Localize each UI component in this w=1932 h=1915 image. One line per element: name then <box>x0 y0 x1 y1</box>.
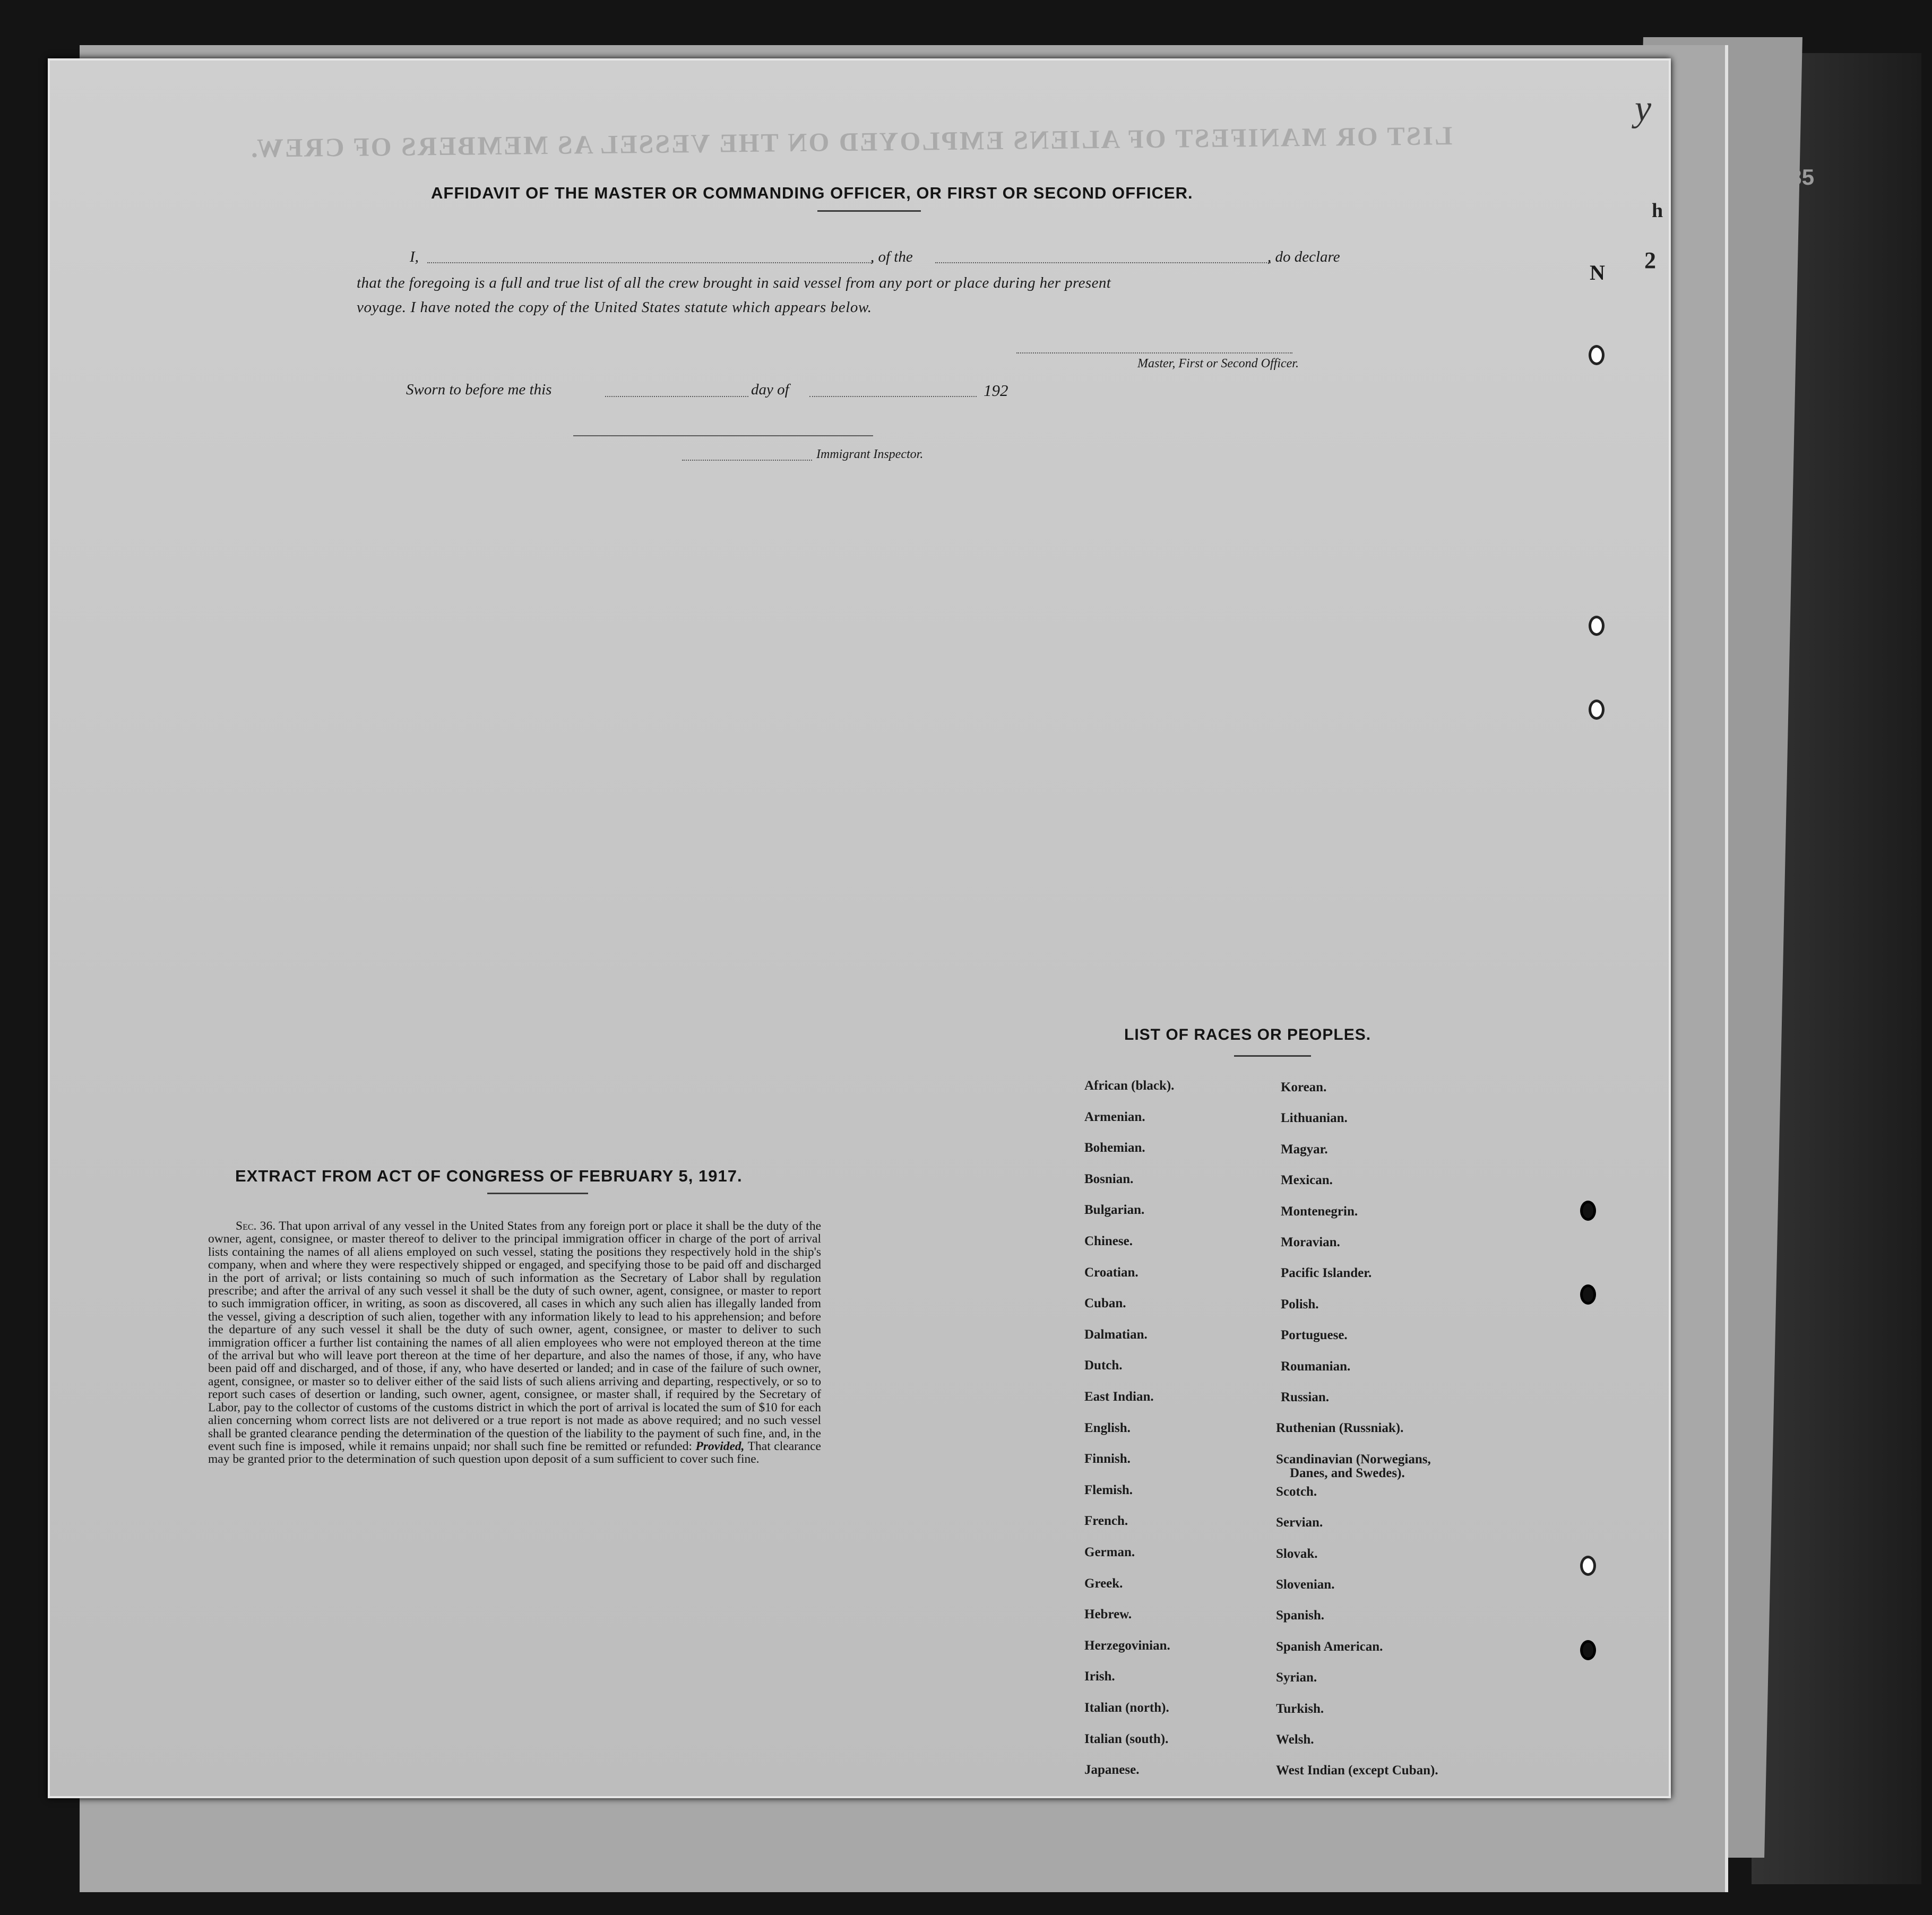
race-item: Bohemian. <box>1084 1141 1145 1155</box>
race-item: German. <box>1084 1545 1135 1559</box>
master-signature-field[interactable] <box>1016 352 1292 353</box>
affidavit-i: I, <box>410 248 419 265</box>
extract-body-end: That clearance may be granted prior to the determination of such question upon deposit of a sum sufficient to cover such fine. <box>208 1439 821 1467</box>
sworn-month-field[interactable] <box>809 396 977 397</box>
year-text: 192 <box>984 381 1008 400</box>
race-item: Bosnian. <box>1084 1171 1134 1186</box>
race-item: Welsh. <box>1276 1732 1314 1747</box>
race-item: Servian. <box>1276 1515 1323 1530</box>
punch-hole <box>1589 345 1605 365</box>
race-item: Bulgarian. <box>1084 1203 1145 1218</box>
inspector-blank-line[interactable] <box>573 435 873 436</box>
edge-letter-h: h <box>1652 200 1663 222</box>
race-item: East Indian. <box>1084 1390 1154 1404</box>
affidavit-title: AFFIDAVIT OF THE MASTER OR COMMANDING OFFICER, OR FIRST OR SECOND OFFICER. <box>431 184 1193 202</box>
affidavit-line-2: that the foregoing is a full and true list of all the crew brought in said vessel from any port or place during her present <box>357 274 1111 291</box>
affidavit-of-the: , of the <box>870 248 913 265</box>
race-item: Roumanian. <box>1281 1359 1351 1374</box>
inspector-caption: Immigrant Inspector. <box>816 447 924 461</box>
race-item: Italian (north). <box>1084 1701 1169 1715</box>
race-item: Scandinavian (Norwegians, <box>1276 1452 1431 1467</box>
race-item: Finnish. <box>1084 1452 1131 1467</box>
extract-section-label: Sec. 36. <box>236 1219 276 1233</box>
race-item: Dutch. <box>1084 1358 1123 1373</box>
race-item: Syrian. <box>1276 1670 1317 1685</box>
affidavit-do-declare: , do declare <box>1267 248 1340 265</box>
race-item: Japanese. <box>1084 1763 1140 1778</box>
race-item: Turkish. <box>1276 1701 1324 1716</box>
race-item: Danes, and Swedes). <box>1290 1465 1405 1480</box>
punch-hole <box>1580 1284 1596 1305</box>
punch-hole <box>1580 1201 1596 1221</box>
punch-hole <box>1580 1640 1596 1660</box>
race-item: Cuban. <box>1084 1296 1126 1311</box>
race-item: Scotch. <box>1276 1484 1317 1499</box>
race-item: Mexican. <box>1281 1173 1333 1188</box>
master-name-field[interactable] <box>427 262 873 263</box>
punch-hole <box>1589 616 1605 636</box>
race-item: Croatian. <box>1084 1265 1138 1280</box>
extract-provided: Provided, <box>695 1439 745 1453</box>
race-item: Montenegrin. <box>1281 1204 1358 1219</box>
race-item: Slovenian. <box>1276 1577 1335 1592</box>
extract-body-main: That upon arrival of any vessel in the United States from any foreign port or place it shall be the duty of the owner, agent, consignee, or master thereof to deliver to the principal immigration officer in charge of the port of arrival lists containing the names of all aliens employed on such vessel, stating the positions they respectively hold in the ship's company, when and where they were respectively shipped or engaged, and specifying those to be paid off and discharged in the port of arrival; or lists containing so much of such information as the Secretary of Labor shall by regulation prescribe; and after the arrival of any such vessel it shall be the duty of such owner, agent, consignee, or master to report to such immigration officer, in writing, as soon as discovered, all cases in which any such alien has illegally landed from the vessel, giving a description of such alien, together with any information likely to lead to his apprehension; and before the departure of any such vessel it shall be the duty of such owner, agent, consignee, or master to deliver to such immigration officer a further list containing the names of all alien employees who were not employed thereon at the time of the arrival but who will leave port thereon at the time of her departure, and also the names of those, if any, who have been paid off and discharged, and of those, if any, who have deserted or landed; and in case of the failure of such owner, agent, consignee, or master so to deliver either of the said lists of such aliens arriving and departing, respectively, or so to report such cases of desertion or landing, such owner, agent, consignee, or master shall, if required by the Secretary of Labor, pay to the collector of customs of the customs district in which the port of arrival is located the sum of $10 for each alien concerning whom correct lists are not delivered or a true report is not made as above required; and no such vessel shall be granted clearance pending the determination of the question of the liability to the payment of such fine, and, in the event such fine is imposed, while it remains unpaid; nor shall such fine be remitted or refunded: <box>208 1219 822 1453</box>
race-item: Chinese. <box>1084 1234 1133 1248</box>
race-item: Hebrew. <box>1084 1607 1132 1622</box>
race-item: Slovak. <box>1276 1546 1318 1561</box>
race-item: Russian. <box>1281 1390 1330 1404</box>
race-item: Portuguese. <box>1281 1328 1348 1343</box>
edge-letter-2: 2 <box>1644 247 1656 273</box>
inspector-signature-field[interactable] <box>682 460 812 461</box>
race-item: Moravian. <box>1281 1235 1340 1249</box>
race-item: Magyar. <box>1281 1142 1328 1157</box>
edge-letter-n: N <box>1590 261 1605 284</box>
races-title: LIST OF RACES OR PEOPLES. <box>1124 1026 1372 1043</box>
race-item: Ruthenian (Russniak). <box>1276 1421 1404 1436</box>
edge-letter-y: y <box>1635 88 1652 129</box>
master-signature-caption: Master, First or Second Officer. <box>1137 357 1299 370</box>
day-of-text: day of <box>751 381 789 398</box>
document-page <box>48 58 1671 1798</box>
race-item: Lithuanian. <box>1281 1111 1348 1126</box>
extract-title-underline <box>487 1193 588 1194</box>
race-item: Dalmatian. <box>1084 1327 1148 1342</box>
sworn-text: Sworn to before me this <box>406 381 552 398</box>
race-item: Herzegovinian. <box>1084 1638 1170 1653</box>
race-item: Spanish American. <box>1276 1639 1383 1654</box>
vessel-name-field[interactable] <box>935 262 1271 263</box>
extract-body-text <box>208 1220 821 1466</box>
race-item: Greek. <box>1084 1576 1123 1591</box>
race-item: Flemish. <box>1084 1482 1133 1497</box>
affidavit-title-underline <box>817 210 921 212</box>
affidavit-line-3: voyage. I have noted the copy of the United States statute which appears below. <box>357 299 872 316</box>
race-item: Irish. <box>1084 1669 1115 1684</box>
race-item: Pacific Islander. <box>1281 1266 1372 1281</box>
manifest-title-bleedthrough: LIST OR MANIFEST OF ALIENS EMPLOYED ON THE VESSEL AS MEMBERS OF CREW. <box>249 120 1453 163</box>
race-item: French. <box>1084 1514 1128 1529</box>
extract-title: EXTRACT FROM ACT OF CONGRESS OF FEBRUARY 5, 1917. <box>235 1167 743 1185</box>
race-item: West Indian (except Cuban). <box>1276 1763 1438 1778</box>
punch-hole <box>1580 1556 1596 1576</box>
race-item: English. <box>1084 1420 1131 1435</box>
race-item: Italian (south). <box>1084 1731 1169 1746</box>
races-title-underline <box>1234 1055 1311 1057</box>
race-item: African (black). <box>1084 1079 1175 1093</box>
punch-hole <box>1589 700 1605 720</box>
race-item: Korean. <box>1281 1080 1327 1094</box>
race-item: Polish. <box>1281 1297 1319 1312</box>
race-item: Spanish. <box>1276 1608 1325 1623</box>
sworn-day-field[interactable] <box>605 396 748 397</box>
race-item: Armenian. <box>1084 1109 1145 1124</box>
corner-page-number: 135 <box>1777 165 1815 189</box>
